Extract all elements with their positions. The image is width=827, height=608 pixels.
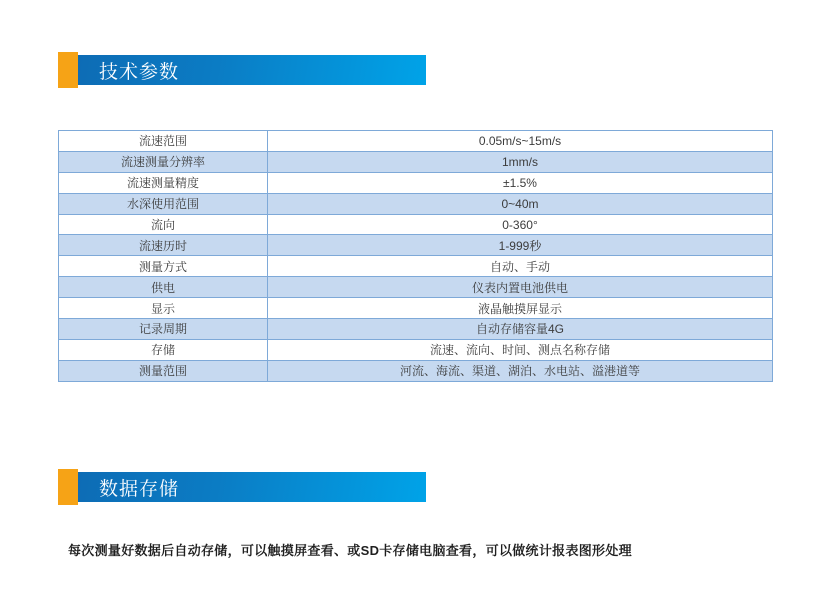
- param-label: 流速测量分辨率: [59, 151, 268, 172]
- param-label: 流向: [59, 214, 268, 235]
- table-row: [59, 131, 773, 152]
- table-row: [59, 214, 773, 235]
- tech-params-title-bar: [78, 55, 426, 85]
- tech-params-title: 技术参数: [99, 61, 180, 83]
- param-label: 水深使用范围: [59, 193, 268, 214]
- table-row: [59, 235, 773, 256]
- param-value: ±1.5%: [268, 172, 773, 193]
- section-header-data-storage: [58, 469, 426, 505]
- param-value: 仪表内置电池供电: [268, 277, 773, 298]
- table-row: [59, 339, 773, 360]
- table-row: [59, 151, 773, 172]
- table-row: [59, 360, 773, 381]
- data-storage-title: 数据存储: [99, 478, 180, 500]
- param-value: 流速、流向、时间、测点名称存储: [268, 339, 773, 360]
- param-value: 自动存储容量4G: [268, 319, 773, 340]
- param-value: 0~40m: [268, 193, 773, 214]
- param-value: 河流、海流、渠道、湖泊、水电站、溢港道等: [268, 360, 773, 381]
- param-value: 1-999秒: [268, 235, 773, 256]
- table-row: [59, 298, 773, 319]
- table-row: [59, 193, 773, 214]
- storage-description-text: 每次测量好数据后自动存储，可以触摸屏查看、或SD卡存储电脑查看，可以做统计报表图形处理: [68, 543, 632, 558]
- param-label: 流速测量精度: [59, 172, 268, 193]
- table-row: [59, 172, 773, 193]
- param-label: 测量方式: [59, 256, 268, 277]
- param-label: 流速历时: [59, 235, 268, 256]
- param-value: 1mm/s: [268, 151, 773, 172]
- data-storage-title-bar: [78, 472, 426, 502]
- param-value: 0-360°: [268, 214, 773, 235]
- param-label: 供电: [59, 277, 268, 298]
- table-row: [59, 277, 773, 298]
- tech-params-table: [58, 130, 773, 382]
- param-label: 存储: [59, 339, 268, 360]
- param-value: 液晶触摸屏显示: [268, 298, 773, 319]
- table-row: [59, 256, 773, 277]
- param-value: 0.05m/s~15m/s: [268, 131, 773, 152]
- orange-accent-block: [58, 469, 78, 505]
- param-label: 记录周期: [59, 319, 268, 340]
- orange-accent-block: [58, 52, 78, 88]
- param-label: 流速范围: [59, 131, 268, 152]
- table-row: [59, 319, 773, 340]
- section-header-tech-params: [58, 52, 426, 88]
- param-label: 测量范围: [59, 360, 268, 381]
- param-value: 自动、手动: [268, 256, 773, 277]
- param-label: 显示: [59, 298, 268, 319]
